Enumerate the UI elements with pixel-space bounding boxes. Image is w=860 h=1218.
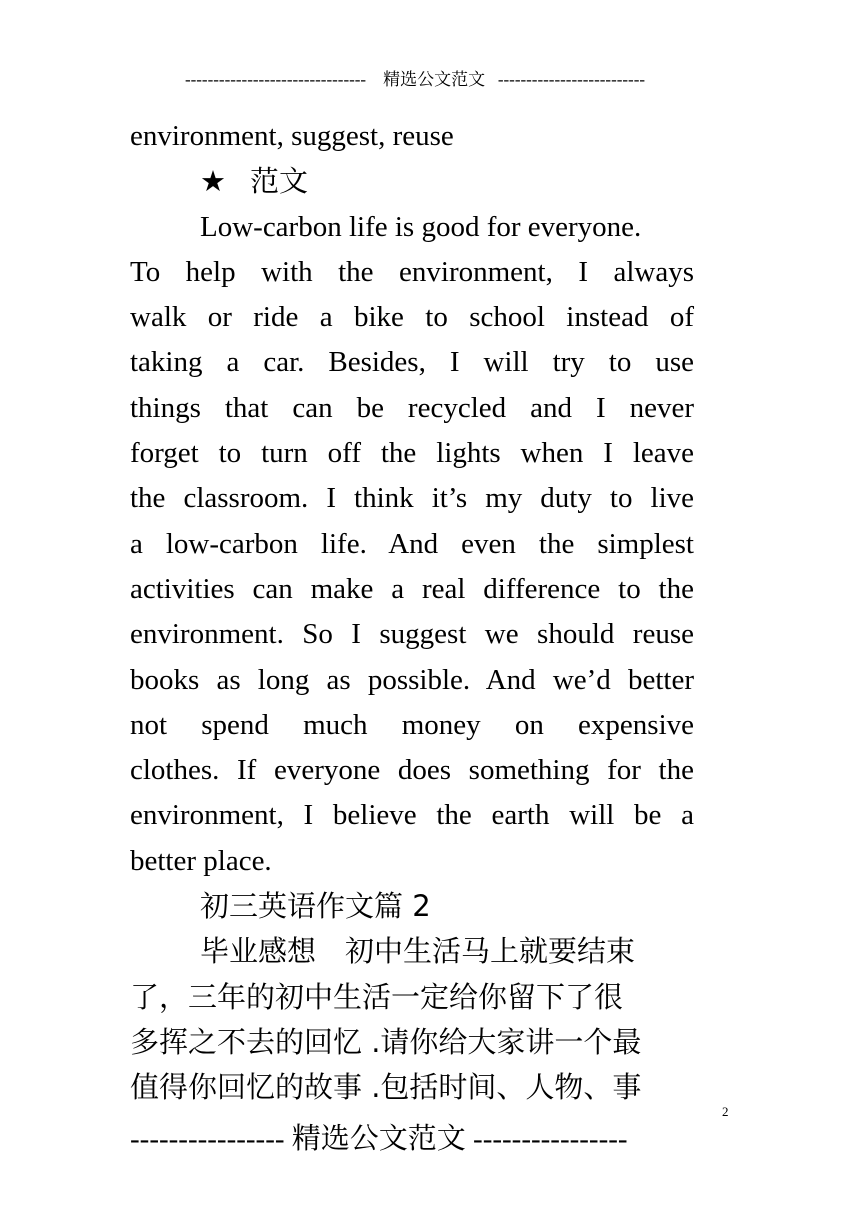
header-right-rule: --------------------------	[497, 70, 646, 89]
star-icon: ★	[200, 166, 226, 199]
essay-line: better place.	[130, 844, 272, 877]
header-title: 精选公文范文	[383, 70, 486, 89]
essay-line: activities can make a real difference to the	[130, 572, 694, 605]
essay-line: environment. So I suggest we should reuse	[130, 618, 694, 651]
prompt-line: 了，三年的初中生活一定给你留下了很	[130, 979, 624, 1014]
footer-right-rule: ----------------	[473, 1123, 628, 1155]
essay-line: To help with the environment, I always	[130, 255, 694, 288]
prompt-line: 毕业感想 初中生活马上就要结束	[200, 934, 636, 969]
keywords-line: environment, suggest, reuse	[130, 120, 454, 152]
essay-line: things that can be recycled and I never	[130, 391, 694, 424]
page-number: 2	[722, 1104, 729, 1119]
document-body	[130, 114, 694, 1111]
essay-line: not spend much money on expensive	[130, 708, 694, 741]
prompt-paragraph	[130, 929, 694, 1110]
page-footer	[130, 1118, 696, 1159]
prompt-line: 多挥之不去的回忆 .请你给大家讲一个最	[130, 1024, 642, 1059]
footer-left-rule: ----------------	[130, 1123, 285, 1155]
essay-line: clothes. If everyone does something for the	[130, 754, 694, 787]
sample-label: 范文	[250, 164, 309, 199]
essay-line: taking a car. Besides, I will try to use	[130, 346, 694, 379]
footer-title: 精选公文范文	[291, 1121, 466, 1155]
essay-paragraph	[130, 205, 694, 884]
page-header	[130, 66, 700, 94]
sample-heading	[130, 159, 694, 204]
prompt-line: 值得你回忆的故事 .包括时间、人物、事	[130, 1070, 642, 1105]
essay-line: a low-carbon life. And even the simplest	[130, 527, 694, 560]
essay-line: walk or ride a bike to school instead of	[130, 301, 694, 334]
essay-line: forget to turn off the lights when I leave	[130, 437, 694, 470]
section-title: 初三英语作文篇 2	[200, 889, 431, 924]
header-left-rule: --------------------------------	[184, 70, 367, 89]
essay-line: environment, I believe the earth will be a	[130, 799, 694, 832]
essay-line: books as long as possible. And we’d better	[130, 663, 694, 696]
essay-line: Low-carbon life is good for everyone.	[200, 210, 642, 243]
essay-line: the classroom. I think it’s my duty to live	[130, 482, 694, 515]
